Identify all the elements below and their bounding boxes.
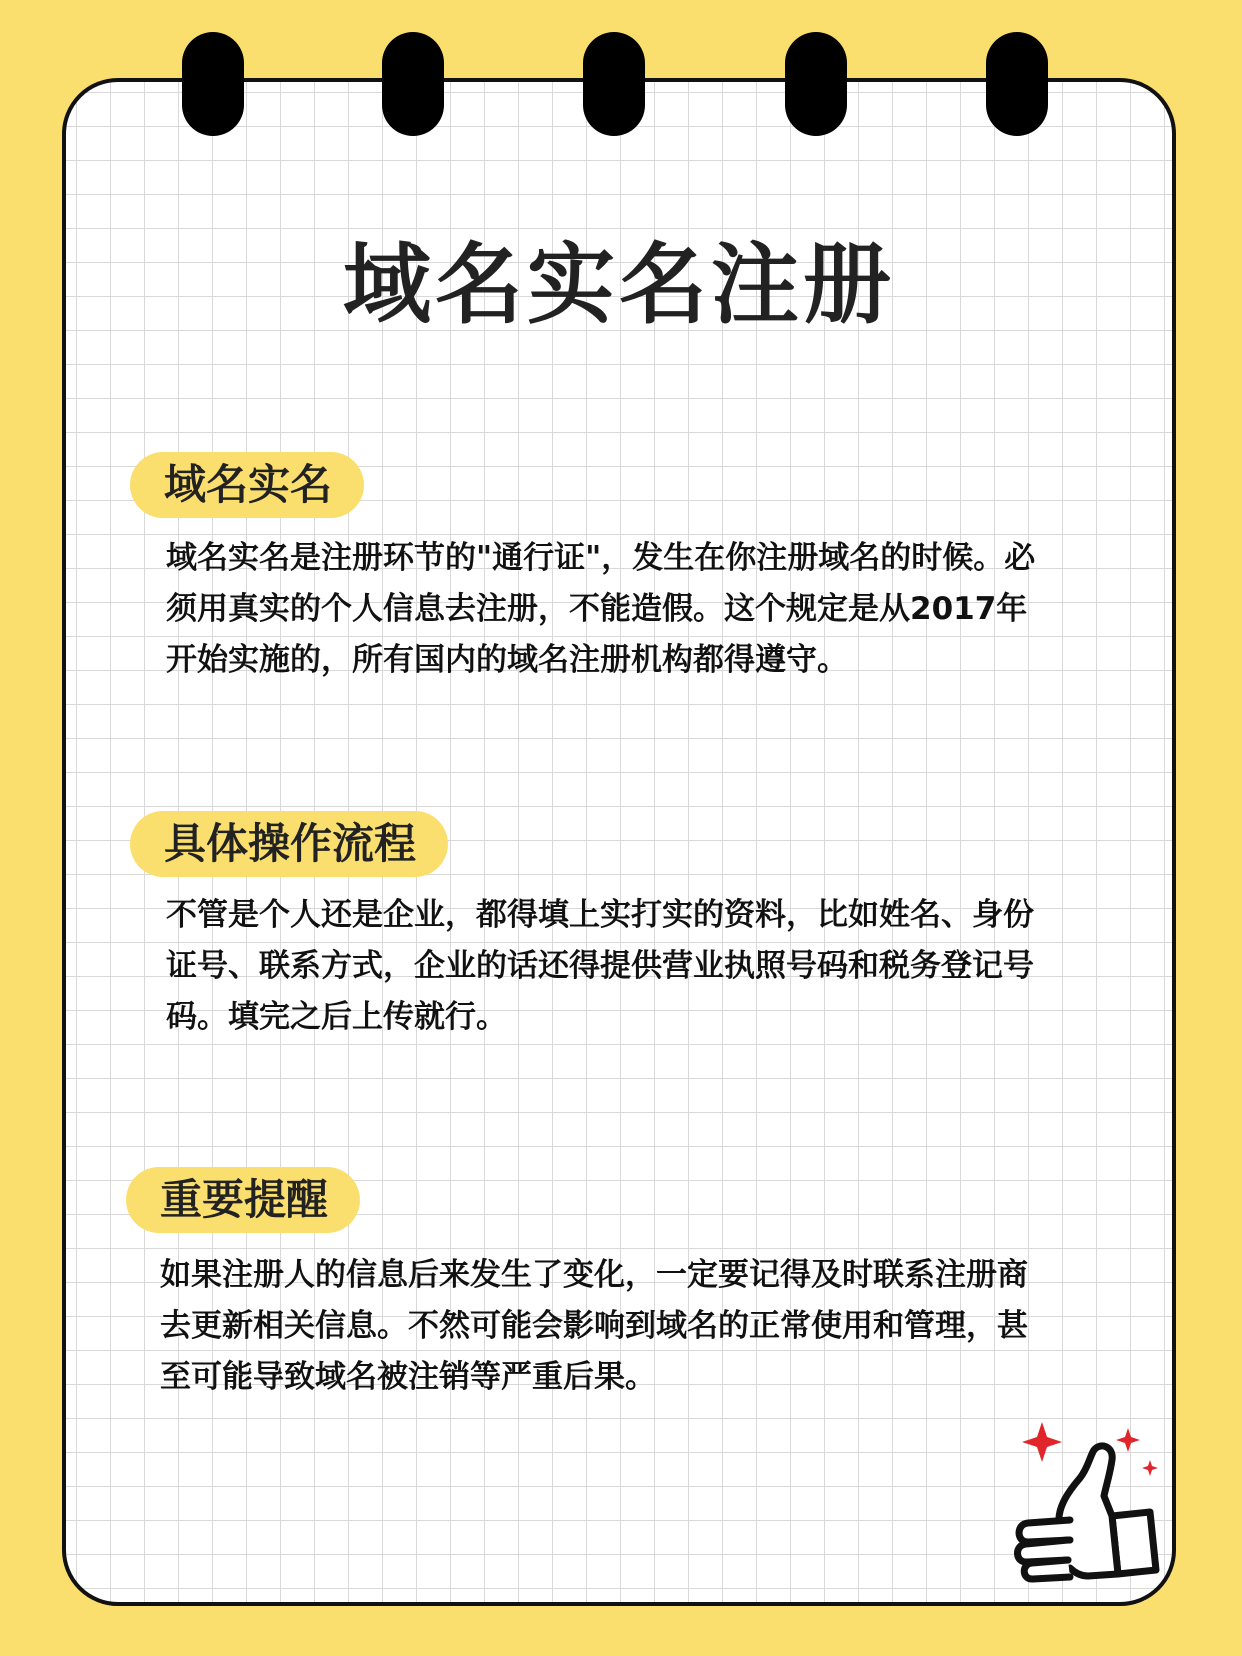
body-line: 不管是个人还是企业，都得填上实打实的资料，比如姓名、身份 — [166, 897, 1034, 933]
body-line: 至可能导致域名被注销等严重后果。 — [160, 1359, 656, 1395]
section-body-reminder — [160, 1250, 1028, 1403]
binder-ring — [182, 32, 244, 136]
binder-ring — [986, 32, 1048, 136]
binder-ring — [382, 32, 444, 136]
body-line: 域名实名是注册环节的"通行证"，发生在你注册域名的时候。必 — [166, 540, 1036, 576]
body-line: 须用真实的个人信息去注册，不能造假。这个规定是从2017年 — [166, 591, 1028, 627]
page-title: 域名实名注册 — [342, 233, 895, 336]
body-line: 去更新相关信息。不然可能会影响到域名的正常使用和管理，甚 — [160, 1308, 1028, 1344]
body-line: 证号、联系方式，企业的话还得提供营业执照号码和税务登记号 — [166, 948, 1034, 984]
body-line: 如果注册人的信息后来发生了变化，一定要记得及时联系注册商 — [160, 1257, 1028, 1293]
binder-ring — [583, 32, 645, 136]
section-body-domain-realname — [166, 533, 1035, 686]
body-line: 码。填完之后上传就行。 — [166, 999, 507, 1035]
section-body-process — [166, 890, 1034, 1043]
binder-ring — [785, 32, 847, 136]
thumbs-up-icon — [1000, 1420, 1170, 1590]
section-heading-process: 具体操作流程 — [130, 811, 448, 877]
section-heading-domain-realname: 域名实名 — [130, 452, 364, 518]
body-line: 开始实施的，所有国内的域名注册机构都得遵守。 — [166, 642, 848, 678]
section-heading-reminder: 重要提醒 — [126, 1167, 360, 1233]
